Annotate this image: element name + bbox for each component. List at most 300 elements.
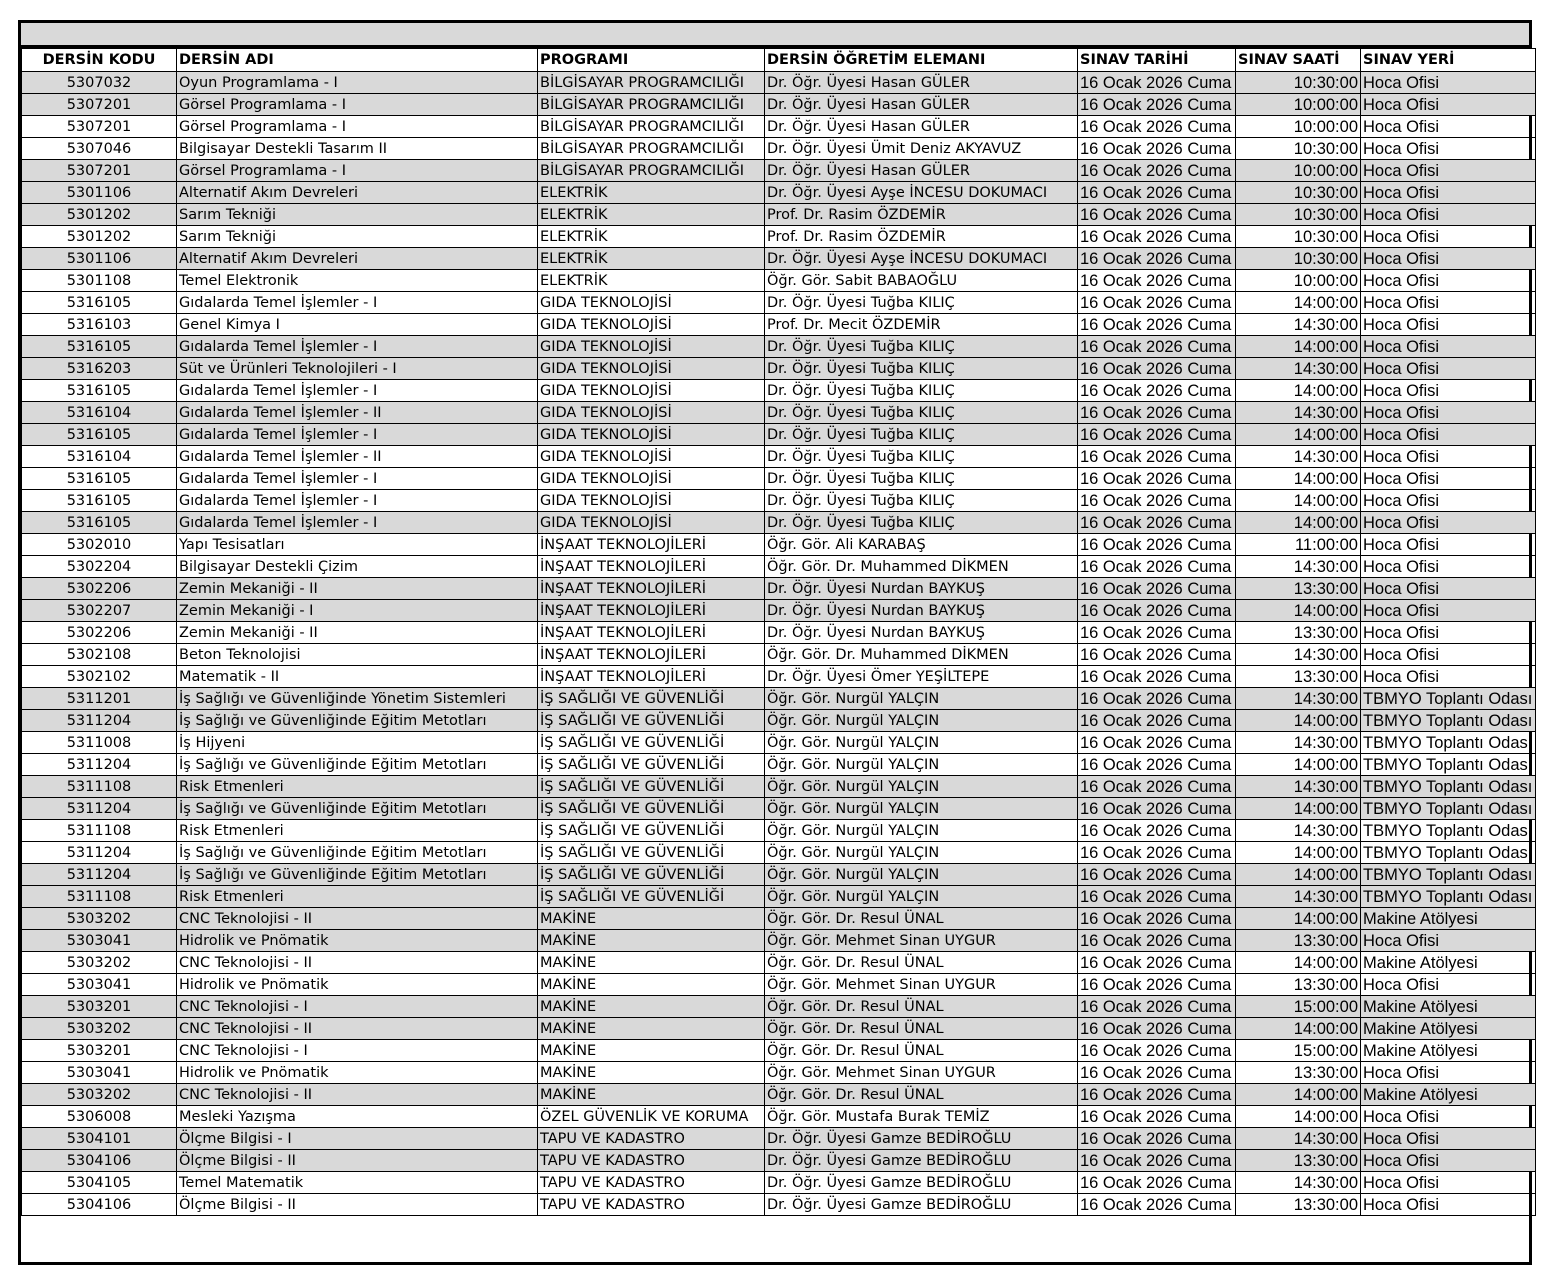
cell-exam-date: 16 Ocak 2026 Cuma	[1078, 292, 1236, 314]
cell-program: MAKİNE	[538, 1062, 765, 1084]
cell-course-code: 5307201	[22, 160, 177, 182]
cell-course-name: Hidrolik ve Pnömatik	[177, 930, 538, 952]
cell-course-code: 5307201	[22, 116, 177, 138]
cell-lecturer: Dr. Öğr. Üyesi Ömer YEŞİLTEPE	[765, 666, 1078, 688]
cell-lecturer: Dr. Öğr. Üyesi Gamze BEDİROĞLU	[765, 1194, 1078, 1216]
cell-lecturer: Dr. Öğr. Üyesi Nurdan BAYKUŞ	[765, 600, 1078, 622]
cell-lecturer: Dr. Öğr. Üyesi Nurdan BAYKUŞ	[765, 578, 1078, 600]
cell-exam-date: 16 Ocak 2026 Cuma	[1078, 1106, 1236, 1128]
cell-course-code: 5316104	[22, 402, 177, 424]
cell-course-name: Zemin Mekaniği - II	[177, 578, 538, 600]
table-row	[22, 72, 1536, 94]
cell-course-name: Yapı Tesisatları	[177, 534, 538, 556]
cell-course-code: 5304105	[22, 1172, 177, 1194]
cell-program: ELEKTRİK	[538, 226, 765, 248]
cell-lecturer: Öğr. Gör. Nurgül YALÇIN	[765, 710, 1078, 732]
cell-program: MAKİNE	[538, 996, 765, 1018]
cell-exam-place: Hoca Ofisi	[1361, 446, 1536, 468]
cell-exam-place: Hoca Ofisi	[1361, 336, 1536, 358]
table-row	[22, 754, 1536, 776]
table-body	[22, 72, 1536, 1216]
cell-exam-place: Makine Atölyesi	[1361, 952, 1536, 974]
cell-program: İŞ SAĞLIĞI VE GÜVENLİĞİ	[538, 864, 765, 886]
cell-lecturer: Öğr. Gör. Dr. Resul ÜNAL	[765, 952, 1078, 974]
cell-exam-place: Makine Atölyesi	[1361, 908, 1536, 930]
cell-exam-time: 13:30:00	[1236, 666, 1361, 688]
cell-exam-time: 14:00:00	[1236, 1106, 1361, 1128]
table-row	[22, 710, 1536, 732]
cell-lecturer: Öğr. Gör. Dr. Resul ÜNAL	[765, 1084, 1078, 1106]
cell-exam-date: 16 Ocak 2026 Cuma	[1078, 798, 1236, 820]
cell-exam-time: 14:00:00	[1236, 710, 1361, 732]
cell-lecturer: Öğr. Gör. Nurgül YALÇIN	[765, 842, 1078, 864]
cell-program: İNŞAAT TEKNOLOJİLERİ	[538, 666, 765, 688]
cell-course-name: CNC Teknolojisi - II	[177, 1018, 538, 1040]
cell-lecturer: Dr. Öğr. Üyesi Tuğba KILIÇ	[765, 490, 1078, 512]
cell-course-name: Mesleki Yazışma	[177, 1106, 538, 1128]
cell-exam-date: 16 Ocak 2026 Cuma	[1078, 72, 1236, 94]
cell-exam-date: 16 Ocak 2026 Cuma	[1078, 776, 1236, 798]
cell-course-code: 5311204	[22, 798, 177, 820]
cell-exam-time: 15:00:00	[1236, 996, 1361, 1018]
cell-course-code: 5311204	[22, 842, 177, 864]
cell-exam-date: 16 Ocak 2026 Cuma	[1078, 666, 1236, 688]
cell-exam-place: Makine Atölyesi	[1361, 1084, 1536, 1106]
table-row	[22, 556, 1536, 578]
cell-exam-date: 16 Ocak 2026 Cuma	[1078, 204, 1236, 226]
cell-program: TAPU VE KADASTRO	[538, 1150, 765, 1172]
cell-course-code: 5303041	[22, 1062, 177, 1084]
table-row	[22, 226, 1536, 248]
header-course-name: DERSİN ADI	[177, 49, 538, 72]
cell-exam-place: Makine Atölyesi	[1361, 1018, 1536, 1040]
cell-lecturer: Öğr. Gör. Ali KARABAŞ	[765, 534, 1078, 556]
cell-exam-date: 16 Ocak 2026 Cuma	[1078, 710, 1236, 732]
cell-exam-time: 13:30:00	[1236, 1062, 1361, 1084]
cell-exam-place: Hoca Ofisi	[1361, 270, 1536, 292]
cell-course-name: Hidrolik ve Pnömatik	[177, 1062, 538, 1084]
cell-lecturer: Öğr. Gör. Mehmet Sinan UYGUR	[765, 930, 1078, 952]
cell-course-name: Ölçme Bilgisi - II	[177, 1194, 538, 1216]
cell-program: GIDA TEKNOLOJİSİ	[538, 512, 765, 534]
cell-exam-place: Hoca Ofisi	[1361, 116, 1536, 138]
table-row	[22, 512, 1536, 534]
cell-exam-date: 16 Ocak 2026 Cuma	[1078, 446, 1236, 468]
cell-course-code: 5311008	[22, 732, 177, 754]
cell-program: GIDA TEKNOLOJİSİ	[538, 402, 765, 424]
cell-exam-place: Hoca Ofisi	[1361, 1106, 1536, 1128]
cell-lecturer: Dr. Öğr. Üyesi Hasan GÜLER	[765, 160, 1078, 182]
cell-exam-time: 14:00:00	[1236, 1018, 1361, 1040]
cell-program: GIDA TEKNOLOJİSİ	[538, 424, 765, 446]
cell-program: ELEKTRİK	[538, 182, 765, 204]
cell-program: MAKİNE	[538, 974, 765, 996]
cell-exam-time: 14:00:00	[1236, 798, 1361, 820]
cell-exam-date: 16 Ocak 2026 Cuma	[1078, 644, 1236, 666]
cell-exam-date: 16 Ocak 2026 Cuma	[1078, 754, 1236, 776]
cell-exam-place: Hoca Ofisi	[1361, 622, 1536, 644]
cell-exam-date: 16 Ocak 2026 Cuma	[1078, 424, 1236, 446]
table-row	[22, 776, 1536, 798]
cell-exam-place: Hoca Ofisi	[1361, 358, 1536, 380]
cell-course-code: 5316105	[22, 292, 177, 314]
cell-exam-date: 16 Ocak 2026 Cuma	[1078, 1194, 1236, 1216]
cell-exam-date: 16 Ocak 2026 Cuma	[1078, 1040, 1236, 1062]
cell-exam-date: 16 Ocak 2026 Cuma	[1078, 402, 1236, 424]
header-exam-place: SINAV YERİ	[1361, 49, 1536, 72]
cell-lecturer: Dr. Öğr. Üyesi Tuğba KILIÇ	[765, 358, 1078, 380]
cell-lecturer: Dr. Öğr. Üyesi Hasan GÜLER	[765, 72, 1078, 94]
cell-exam-date: 16 Ocak 2026 Cuma	[1078, 94, 1236, 116]
cell-exam-date: 16 Ocak 2026 Cuma	[1078, 1018, 1236, 1040]
cell-exam-place: Hoca Ofisi	[1361, 578, 1536, 600]
cell-exam-place: TBMYO Toplantı Odası	[1361, 842, 1536, 864]
cell-exam-date: 16 Ocak 2026 Cuma	[1078, 138, 1236, 160]
cell-exam-place: Hoca Ofisi	[1361, 468, 1536, 490]
cell-exam-time: 14:00:00	[1236, 468, 1361, 490]
cell-course-name: İş Sağlığı ve Güvenliğinde Yönetim Sistemleri	[177, 688, 538, 710]
cell-course-name: Risk Etmenleri	[177, 820, 538, 842]
cell-course-code: 5302102	[22, 666, 177, 688]
table-row	[22, 688, 1536, 710]
cell-exam-date: 16 Ocak 2026 Cuma	[1078, 490, 1236, 512]
cell-exam-date: 16 Ocak 2026 Cuma	[1078, 358, 1236, 380]
cell-exam-place: TBMYO Toplantı Odası	[1361, 820, 1536, 842]
cell-exam-time: 14:00:00	[1236, 864, 1361, 886]
cell-exam-date: 16 Ocak 2026 Cuma	[1078, 732, 1236, 754]
cell-lecturer: Dr. Öğr. Üyesi Gamze BEDİROĞLU	[765, 1150, 1078, 1172]
cell-exam-place: Hoca Ofisi	[1361, 380, 1536, 402]
cell-exam-date: 16 Ocak 2026 Cuma	[1078, 1128, 1236, 1150]
cell-exam-time: 10:00:00	[1236, 94, 1361, 116]
cell-program: İŞ SAĞLIĞI VE GÜVENLİĞİ	[538, 820, 765, 842]
cell-course-code: 5302206	[22, 622, 177, 644]
cell-lecturer: Öğr. Gör. Nurgül YALÇIN	[765, 798, 1078, 820]
cell-program: İŞ SAĞLIĞI VE GÜVENLİĞİ	[538, 776, 765, 798]
cell-lecturer: Dr. Öğr. Üyesi Tuğba KILIÇ	[765, 402, 1078, 424]
cell-exam-place: TBMYO Toplantı Odası	[1361, 886, 1536, 908]
cell-program: TAPU VE KADASTRO	[538, 1194, 765, 1216]
cell-course-code: 5307201	[22, 94, 177, 116]
cell-exam-place: Hoca Ofisi	[1361, 1194, 1536, 1216]
cell-lecturer: Öğr. Gör. Dr. Muhammed DİKMEN	[765, 556, 1078, 578]
cell-course-name: Gıdalarda Temel İşlemler - II	[177, 446, 538, 468]
cell-exam-place: Hoca Ofisi	[1361, 138, 1536, 160]
cell-course-name: Gıdalarda Temel İşlemler - I	[177, 424, 538, 446]
cell-course-name: Matematik - II	[177, 666, 538, 688]
cell-exam-time: 10:30:00	[1236, 204, 1361, 226]
cell-exam-date: 16 Ocak 2026 Cuma	[1078, 908, 1236, 930]
table-row	[22, 402, 1536, 424]
cell-exam-time: 10:30:00	[1236, 248, 1361, 270]
cell-exam-date: 16 Ocak 2026 Cuma	[1078, 886, 1236, 908]
table-row	[22, 622, 1536, 644]
cell-course-name: Temel Elektronik	[177, 270, 538, 292]
cell-exam-time: 14:30:00	[1236, 446, 1361, 468]
cell-lecturer: Öğr. Gör. Mustafa Burak TEMİZ	[765, 1106, 1078, 1128]
cell-exam-time: 14:00:00	[1236, 424, 1361, 446]
cell-program: MAKİNE	[538, 1040, 765, 1062]
cell-program: GIDA TEKNOLOJİSİ	[538, 380, 765, 402]
cell-course-name: CNC Teknolojisi - II	[177, 1084, 538, 1106]
cell-program: BİLGİSAYAR PROGRAMCILIĞI	[538, 116, 765, 138]
cell-program: İŞ SAĞLIĞI VE GÜVENLİĞİ	[538, 754, 765, 776]
table-row	[22, 380, 1536, 402]
cell-exam-date: 16 Ocak 2026 Cuma	[1078, 160, 1236, 182]
cell-course-name: Görsel Programlama - I	[177, 94, 538, 116]
cell-course-code: 5303201	[22, 996, 177, 1018]
cell-program: MAKİNE	[538, 952, 765, 974]
table-row	[22, 886, 1536, 908]
cell-course-name: Gıdalarda Temel İşlemler - I	[177, 490, 538, 512]
table-row	[22, 1084, 1536, 1106]
cell-course-name: CNC Teknolojisi - I	[177, 996, 538, 1018]
cell-course-code: 5316103	[22, 314, 177, 336]
cell-exam-date: 16 Ocak 2026 Cuma	[1078, 864, 1236, 886]
cell-exam-date: 16 Ocak 2026 Cuma	[1078, 182, 1236, 204]
cell-exam-time: 14:30:00	[1236, 556, 1361, 578]
cell-course-code: 5303041	[22, 974, 177, 996]
table-row	[22, 1106, 1536, 1128]
cell-exam-place: Hoca Ofisi	[1361, 1150, 1536, 1172]
table-row	[22, 534, 1536, 556]
cell-course-name: Oyun Programlama - I	[177, 72, 538, 94]
table-row	[22, 270, 1536, 292]
cell-course-code: 5311204	[22, 754, 177, 776]
table-row	[22, 578, 1536, 600]
table-row	[22, 490, 1536, 512]
cell-lecturer: Öğr. Gör. Nurgül YALÇIN	[765, 754, 1078, 776]
cell-course-name: Sarım Tekniği	[177, 226, 538, 248]
cell-course-code: 5316105	[22, 336, 177, 358]
cell-course-code: 5301202	[22, 204, 177, 226]
table-row	[22, 820, 1536, 842]
cell-exam-place: Hoca Ofisi	[1361, 1062, 1536, 1084]
cell-course-name: Beton Teknolojisi	[177, 644, 538, 666]
cell-exam-date: 16 Ocak 2026 Cuma	[1078, 314, 1236, 336]
header-exam-time: SINAV SAATİ	[1236, 49, 1361, 72]
cell-exam-place: TBMYO Toplantı Odası	[1361, 754, 1536, 776]
cell-course-code: 5303202	[22, 908, 177, 930]
cell-exam-date: 16 Ocak 2026 Cuma	[1078, 336, 1236, 358]
cell-course-code: 5307032	[22, 72, 177, 94]
cell-exam-time: 14:30:00	[1236, 732, 1361, 754]
cell-exam-place: Hoca Ofisi	[1361, 402, 1536, 424]
cell-lecturer: Dr. Öğr. Üyesi Hasan GÜLER	[765, 116, 1078, 138]
table-row	[22, 1040, 1536, 1062]
cell-course-name: Ölçme Bilgisi - I	[177, 1128, 538, 1150]
cell-exam-time: 11:00:00	[1236, 534, 1361, 556]
cell-exam-place: Hoca Ofisi	[1361, 512, 1536, 534]
cell-exam-place: Hoca Ofisi	[1361, 534, 1536, 556]
cell-course-code: 5301202	[22, 226, 177, 248]
cell-course-code: 5301106	[22, 248, 177, 270]
cell-exam-place: Hoca Ofisi	[1361, 314, 1536, 336]
cell-course-name: Zemin Mekaniği - I	[177, 600, 538, 622]
cell-course-name: İş Hijyeni	[177, 732, 538, 754]
cell-program: MAKİNE	[538, 930, 765, 952]
cell-exam-date: 16 Ocak 2026 Cuma	[1078, 930, 1236, 952]
table-row	[22, 974, 1536, 996]
cell-program: MAKİNE	[538, 908, 765, 930]
cell-course-code: 5316105	[22, 424, 177, 446]
cell-course-name: Bilgisayar Destekli Tasarım II	[177, 138, 538, 160]
cell-exam-time: 14:00:00	[1236, 908, 1361, 930]
cell-course-name: İş Sağlığı ve Güvenliğinde Eğitim Metotları	[177, 842, 538, 864]
cell-course-code: 5311108	[22, 886, 177, 908]
cell-lecturer: Dr. Öğr. Üyesi Tuğba KILIÇ	[765, 292, 1078, 314]
cell-program: GIDA TEKNOLOJİSİ	[538, 446, 765, 468]
cell-lecturer: Dr. Öğr. Üyesi Gamze BEDİROĞLU	[765, 1172, 1078, 1194]
cell-course-code: 5301106	[22, 182, 177, 204]
cell-course-code: 5316104	[22, 446, 177, 468]
cell-exam-time: 14:30:00	[1236, 688, 1361, 710]
cell-course-name: İş Sağlığı ve Güvenliğinde Eğitim Metotları	[177, 754, 538, 776]
cell-program: İŞ SAĞLIĞI VE GÜVENLİĞİ	[538, 842, 765, 864]
cell-exam-time: 14:30:00	[1236, 402, 1361, 424]
cell-exam-place: TBMYO Toplantı Odası	[1361, 732, 1536, 754]
cell-lecturer: Öğr. Gör. Nurgül YALÇIN	[765, 864, 1078, 886]
cell-course-code: 5311204	[22, 710, 177, 732]
table-row	[22, 864, 1536, 886]
cell-program: İNŞAAT TEKNOLOJİLERİ	[538, 556, 765, 578]
cell-exam-place: Hoca Ofisi	[1361, 160, 1536, 182]
cell-exam-place: TBMYO Toplantı Odası	[1361, 710, 1536, 732]
cell-program: İNŞAAT TEKNOLOJİLERİ	[538, 644, 765, 666]
header-row	[22, 49, 1536, 72]
cell-program: İNŞAAT TEKNOLOJİLERİ	[538, 534, 765, 556]
cell-course-code: 5316105	[22, 380, 177, 402]
cell-lecturer: Öğr. Gör. Nurgül YALÇIN	[765, 688, 1078, 710]
cell-exam-place: Hoca Ofisi	[1361, 94, 1536, 116]
cell-exam-date: 16 Ocak 2026 Cuma	[1078, 622, 1236, 644]
cell-course-name: Risk Etmenleri	[177, 776, 538, 798]
cell-program: İŞ SAĞLIĞI VE GÜVENLİĞİ	[538, 886, 765, 908]
table-row	[22, 1150, 1536, 1172]
cell-program: TAPU VE KADASTRO	[538, 1128, 765, 1150]
cell-exam-time: 14:00:00	[1236, 336, 1361, 358]
cell-course-name: Gıdalarda Temel İşlemler - I	[177, 512, 538, 534]
cell-course-name: İş Sağlığı ve Güvenliğinde Eğitim Metotları	[177, 798, 538, 820]
table-row	[22, 336, 1536, 358]
cell-exam-date: 16 Ocak 2026 Cuma	[1078, 248, 1236, 270]
cell-exam-time: 13:30:00	[1236, 1150, 1361, 1172]
cell-exam-date: 16 Ocak 2026 Cuma	[1078, 952, 1236, 974]
cell-exam-place: Makine Atölyesi	[1361, 1040, 1536, 1062]
table-row	[22, 182, 1536, 204]
cell-exam-time: 14:00:00	[1236, 512, 1361, 534]
cell-course-code: 5304106	[22, 1150, 177, 1172]
table-row	[22, 468, 1536, 490]
cell-lecturer: Öğr. Gör. Mehmet Sinan UYGUR	[765, 1062, 1078, 1084]
cell-course-name: Risk Etmenleri	[177, 886, 538, 908]
cell-course-code: 5302207	[22, 600, 177, 622]
cell-course-name: Gıdalarda Temel İşlemler - I	[177, 336, 538, 358]
cell-lecturer: Öğr. Gör. Dr. Resul ÜNAL	[765, 908, 1078, 930]
cell-course-code: 5311108	[22, 820, 177, 842]
cell-program: GIDA TEKNOLOJİSİ	[538, 490, 765, 512]
cell-course-name: İş Sağlığı ve Güvenliğinde Eğitim Metotları	[177, 864, 538, 886]
table-row	[22, 314, 1536, 336]
cell-exam-time: 14:00:00	[1236, 292, 1361, 314]
cell-course-name: İş Sağlığı ve Güvenliğinde Eğitim Metotları	[177, 710, 538, 732]
cell-program: TAPU VE KADASTRO	[538, 1172, 765, 1194]
cell-exam-time: 14:00:00	[1236, 490, 1361, 512]
cell-program: GIDA TEKNOLOJİSİ	[538, 336, 765, 358]
cell-lecturer: Öğr. Gör. Nurgül YALÇIN	[765, 820, 1078, 842]
cell-exam-date: 16 Ocak 2026 Cuma	[1078, 116, 1236, 138]
table-row	[22, 116, 1536, 138]
cell-exam-place: TBMYO Toplantı Odası	[1361, 776, 1536, 798]
cell-lecturer: Öğr. Gör. Dr. Muhammed DİKMEN	[765, 644, 1078, 666]
table-row	[22, 160, 1536, 182]
cell-exam-place: Hoca Ofisi	[1361, 490, 1536, 512]
cell-exam-time: 10:00:00	[1236, 160, 1361, 182]
cell-course-name: Alternatif Akım Devreleri	[177, 248, 538, 270]
cell-program: ELEKTRİK	[538, 248, 765, 270]
cell-course-code: 5306008	[22, 1106, 177, 1128]
cell-lecturer: Dr. Öğr. Üyesi Tuğba KILIÇ	[765, 424, 1078, 446]
exam-schedule-sheet	[18, 20, 1532, 1265]
cell-course-code: 5316105	[22, 512, 177, 534]
cell-exam-time: 10:30:00	[1236, 138, 1361, 160]
cell-exam-time: 14:00:00	[1236, 380, 1361, 402]
cell-lecturer: Dr. Öğr. Üyesi Ayşe İNCESU DOKUMACI	[765, 248, 1078, 270]
cell-lecturer: Dr. Öğr. Üyesi Gamze BEDİROĞLU	[765, 1128, 1078, 1150]
cell-exam-place: Hoca Ofisi	[1361, 644, 1536, 666]
cell-exam-time: 10:30:00	[1236, 226, 1361, 248]
cell-exam-place: Hoca Ofisi	[1361, 204, 1536, 226]
cell-lecturer: Öğr. Gör. Nurgül YALÇIN	[765, 776, 1078, 798]
table-row	[22, 1128, 1536, 1150]
cell-program: ELEKTRİK	[538, 204, 765, 226]
table-row	[22, 996, 1536, 1018]
cell-exam-date: 16 Ocak 2026 Cuma	[1078, 468, 1236, 490]
cell-course-name: Genel Kimya I	[177, 314, 538, 336]
cell-exam-date: 16 Ocak 2026 Cuma	[1078, 512, 1236, 534]
cell-course-code: 5316105	[22, 490, 177, 512]
cell-course-code: 5302204	[22, 556, 177, 578]
header-lecturer: DERSİN ÖĞRETİM ELEMANI	[765, 49, 1078, 72]
cell-course-name: Sarım Tekniği	[177, 204, 538, 226]
cell-lecturer: Dr. Öğr. Üyesi Tuğba KILIÇ	[765, 446, 1078, 468]
title-bar	[21, 23, 1529, 48]
cell-program: MAKİNE	[538, 1084, 765, 1106]
table-row	[22, 138, 1536, 160]
cell-exam-place: Hoca Ofisi	[1361, 930, 1536, 952]
cell-course-name: Gıdalarda Temel İşlemler - II	[177, 402, 538, 424]
cell-exam-place: Hoca Ofisi	[1361, 226, 1536, 248]
table-row	[22, 248, 1536, 270]
cell-exam-time: 14:30:00	[1236, 314, 1361, 336]
cell-exam-place: TBMYO Toplantı Odası	[1361, 798, 1536, 820]
cell-program: İŞ SAĞLIĞI VE GÜVENLİĞİ	[538, 732, 765, 754]
table-row	[22, 292, 1536, 314]
cell-exam-time: 14:30:00	[1236, 644, 1361, 666]
cell-exam-date: 16 Ocak 2026 Cuma	[1078, 1172, 1236, 1194]
cell-exam-date: 16 Ocak 2026 Cuma	[1078, 270, 1236, 292]
cell-exam-time: 10:30:00	[1236, 182, 1361, 204]
cell-lecturer: Dr. Öğr. Üyesi Hasan GÜLER	[765, 94, 1078, 116]
cell-lecturer: Öğr. Gör. Sabit BABAOĞLU	[765, 270, 1078, 292]
cell-exam-time: 13:30:00	[1236, 578, 1361, 600]
cell-course-name: Zemin Mekaniği - II	[177, 622, 538, 644]
cell-exam-place: Hoca Ofisi	[1361, 1128, 1536, 1150]
cell-course-code: 5303202	[22, 1018, 177, 1040]
table-row	[22, 908, 1536, 930]
cell-lecturer: Öğr. Gör. Dr. Resul ÜNAL	[765, 1018, 1078, 1040]
cell-exam-place: Hoca Ofisi	[1361, 1172, 1536, 1194]
